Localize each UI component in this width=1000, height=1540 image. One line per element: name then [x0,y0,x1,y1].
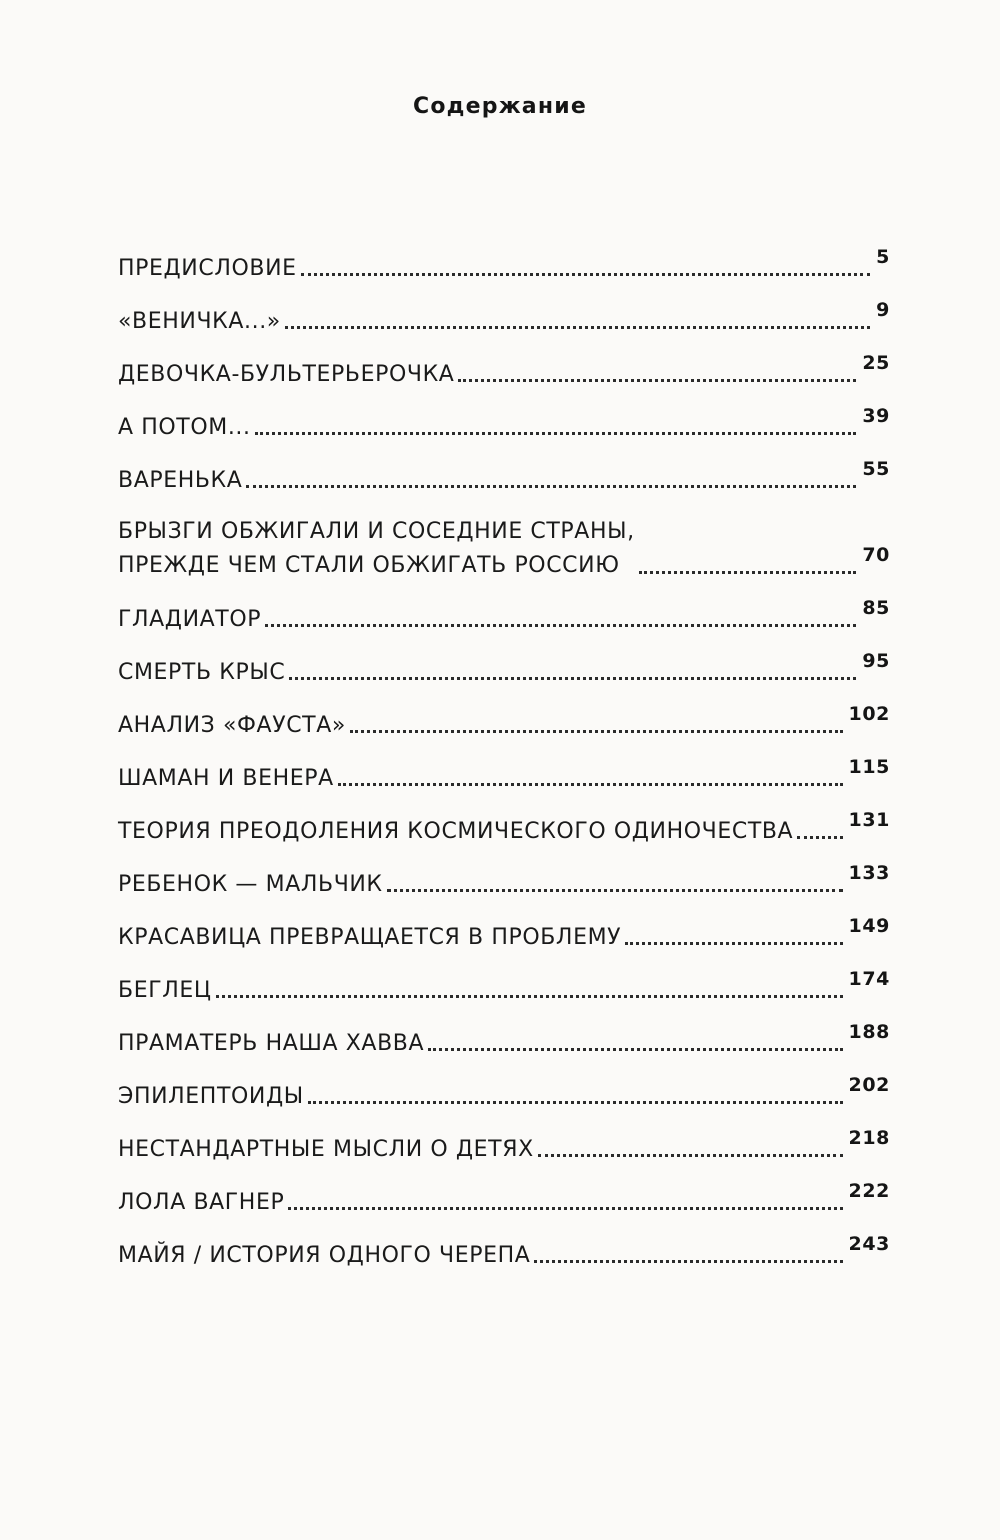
toc-entry-title: ГЛАДИАТОР [118,607,262,632]
toc-entry-title: БЕГЛЕЦ [118,978,212,1003]
toc-entry[interactable] [118,444,890,497]
dot-leader [255,432,857,435]
toc-entry-page-number: 95 [862,650,890,672]
toc-entry-title: КРАСАВИЦА ПРЕВРАЩАЕТСЯ В ПРОБЛЕМУ [118,925,622,950]
toc-entry[interactable] [118,285,890,338]
toc-entry-page-number: 218 [848,1127,890,1149]
toc-entry[interactable] [118,848,890,901]
toc-entry-page-number: 102 [848,703,890,725]
toc-entry[interactable] [118,901,890,954]
toc-entry-title: А ПОТОМ... [118,415,251,440]
toc-entry[interactable] [118,1007,890,1060]
toc-entry-page-number: 222 [848,1180,890,1202]
dot-leader [301,273,871,276]
toc-entry-title: ПРАМАТЕРЬ НАША ХАВВА [118,1031,425,1056]
toc-entry-page-number: 115 [848,756,890,778]
toc-entry-title: МАЙЯ / ИСТОРИЯ ОДНОГО ЧЕРЕПА [118,1243,531,1268]
toc-entry[interactable] [118,338,890,391]
toc-entry-title: АНАЛИЗ «ФАУСТА» [118,713,346,738]
dot-leader [625,942,842,945]
toc-entry[interactable] [118,1113,890,1166]
toc-entry-title: ВАРЕНЬКА [118,468,243,493]
dot-leader [216,995,843,998]
toc-entry-title: ЛОЛА ВАГНЕР [118,1190,285,1215]
dot-leader [308,1101,843,1104]
dot-leader [639,571,857,574]
dot-leader [534,1260,842,1263]
toc-entry-page-number: 85 [862,597,890,619]
dot-leader [285,326,870,329]
toc-entry-title: БРЫЗГИ ОБЖИГАЛИ И СОСЕДНИЕ СТРАНЫ, ПРЕЖДЕ ЧЕМ СТАЛИ ОБЖИГАТЬ РОССИЮ [118,519,635,578]
dot-leader [338,783,843,786]
toc-entry[interactable] [118,1219,890,1272]
page-title: Содержание [413,94,587,119]
toc-entry-title: ПРЕДИСЛОВИЕ [118,256,297,281]
dot-leader [797,836,842,839]
table-of-contents [118,232,890,1272]
toc-entry-page-number: 55 [862,458,890,480]
dot-leader [387,889,843,892]
toc-entry[interactable] [118,954,890,1007]
toc-entry-page-number: 25 [862,352,890,374]
dot-leader [428,1048,842,1051]
toc-entry-title: ДЕВОЧКА-БУЛЬТЕРЬЕРОЧКА [118,362,455,387]
toc-entry-page-number: 202 [848,1074,890,1096]
toc-entry-title: ЭПИЛЕПТОИДЫ [118,1084,304,1109]
toc-entry[interactable] [118,391,890,444]
toc-entry-title: ШАМАН И ВЕНЕРА [118,766,334,791]
toc-entry-page-number: 39 [862,405,890,427]
dot-leader [350,730,843,733]
toc-entry[interactable] [118,497,890,583]
toc-entry[interactable] [118,232,890,285]
toc-entry[interactable] [118,1166,890,1219]
toc-entry-title: РЕБЕНОК — МАЛЬЧИК [118,872,383,897]
toc-entry[interactable] [118,1060,890,1113]
toc-entry-page-number: 174 [848,968,890,990]
toc-entry-page-number: 70 [862,544,890,566]
toc-entry[interactable] [118,689,890,742]
dot-leader [458,379,856,382]
toc-entry-page-number: 133 [848,862,890,884]
toc-entry-title: НЕСТАНДАРТНЫЕ МЫСЛИ О ДЕТЯХ [118,1137,534,1162]
toc-entry-title: СМЕРТЬ КРЫС [118,660,286,685]
toc-entry[interactable] [118,795,890,848]
toc-entry-page-number: 188 [848,1021,890,1043]
toc-entry-title: «ВЕНИЧКА...» [118,309,281,334]
dot-leader [538,1154,843,1157]
dot-leader [265,624,856,627]
toc-entry-page-number: 9 [876,299,890,321]
toc-entry[interactable] [118,583,890,636]
toc-entry-page-number: 243 [848,1233,890,1255]
toc-entry-page-number: 149 [848,915,890,937]
dot-leader [289,677,856,680]
toc-entry-page-number: 131 [848,809,890,831]
toc-entry[interactable] [118,636,890,689]
toc-entry-page-number: 5 [876,246,890,268]
toc-entry-title: ТЕОРИЯ ПРЕОДОЛЕНИЯ КОСМИЧЕСКОГО ОДИНОЧЕСТВА [118,819,794,844]
dot-leader [246,485,856,488]
dot-leader [288,1207,842,1210]
toc-entry[interactable] [118,742,890,795]
